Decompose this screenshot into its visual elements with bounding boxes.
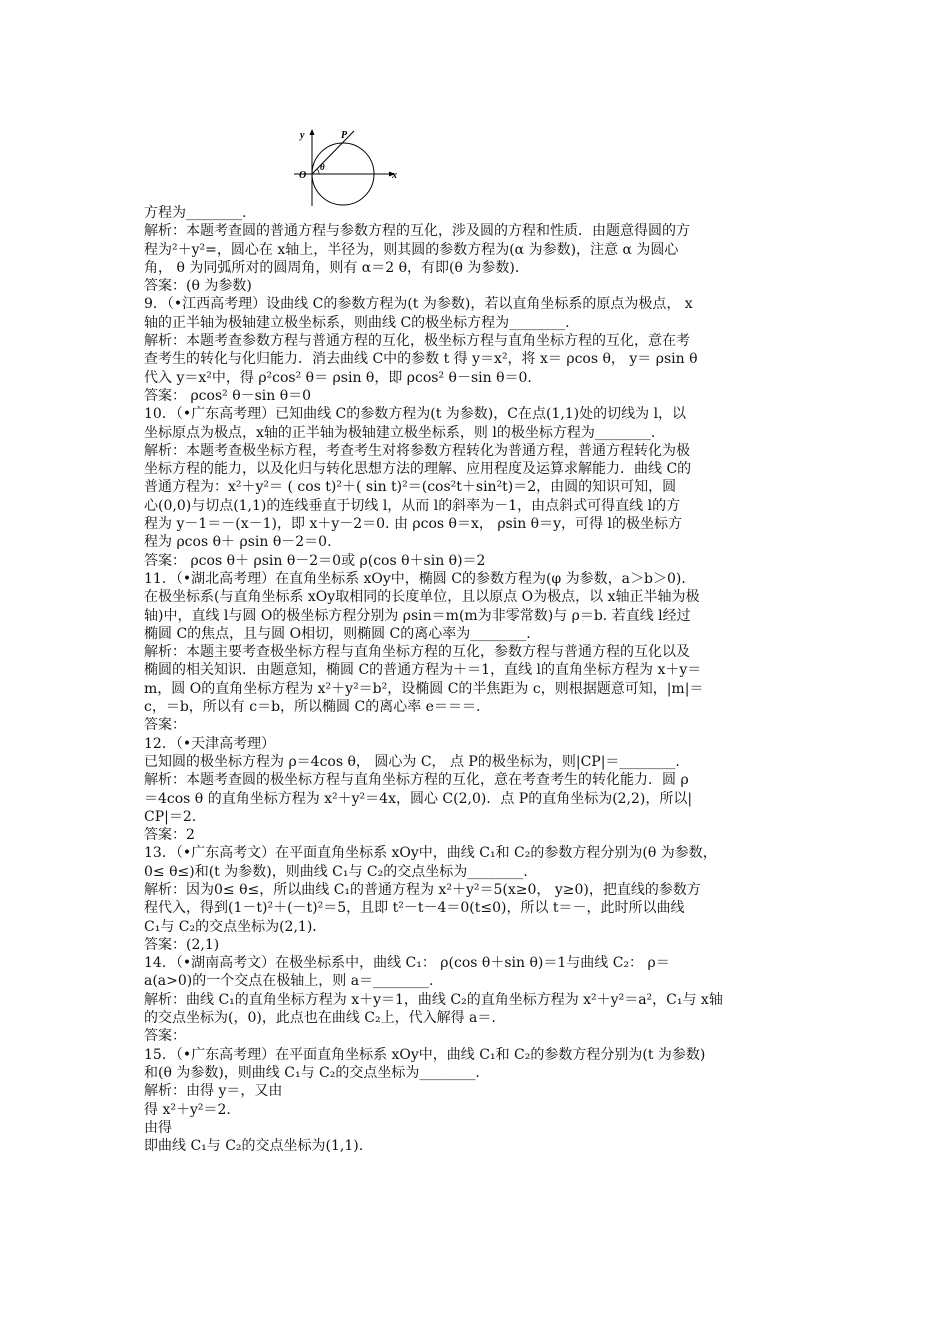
label-o: O (299, 170, 307, 181)
text-line: 得 x²＋y²＝2. (144, 1101, 231, 1118)
text-line: 答案：(θ 为参数) (144, 278, 252, 295)
text-line: 解析：曲线 C₁的直角坐标方程为 x＋y＝1，曲线 C₂的直角坐标方程为 x²＋y²＝a²，C₁与 x轴 (144, 991, 723, 1008)
text-line: 程为 ρcos θ＋ ρsin θ－2＝0. (144, 534, 332, 551)
text-line: 程为²＋y²=，圆心在 x轴上，半径为，则其圆的参数方程为(α 为参数)，注意 α 为圆心 (144, 241, 679, 258)
text-line: 解析：本题主要考查极坐标方程与直角坐标方程的互化，参数方程与普通方程的互化以及 (144, 644, 690, 661)
text-line: 答案：2 (144, 827, 195, 844)
text-line: a(a>0)的一个交点在极轴上，则 a＝________. (144, 973, 434, 990)
text-line: 坐标原点为极点，x轴的正半轴为极轴建立极坐标系，则 l的极坐标方程为________. (144, 424, 656, 441)
text-line: 解析：本题考查圆的极坐标方程与直角坐标方程的互化，意在考查考生的转化能力．圆 ρ (144, 772, 689, 789)
text-line: 答案： ρcos θ＋ ρsin θ－2＝0或 ρ(cos θ＋sin θ)＝2 (144, 552, 486, 569)
text-line: 解析：本题考查参数方程与普通方程的互化，极坐标方程与直角坐标方程的互化，意在考 (144, 333, 690, 350)
text-line: 0≤ θ≤)和(t 为参数)，则曲线 C₁与 C₂的交点坐标为________. (144, 863, 528, 880)
text-line: 由得 (144, 1119, 172, 1136)
text-line: 查考生的转化与化归能力．消去曲线 C中的参数 t 得 y＝x²，将 x＝ ρcos θ， y＝ ρsin θ (144, 351, 698, 368)
text-line: 解析：本题考查圆的普通方程与参数方程的互化，涉及圆的方程和性质．由题意得圆的方 (144, 223, 690, 240)
text-line: 轴的正半轴为极轴建立极坐标系，则曲线 C的极坐标方程为________. (144, 314, 570, 331)
text-line: 解析：由得 y＝，又由 (144, 1083, 283, 1100)
text-line: 代入 y＝x²中，得 ρ²cos² θ＝ ρsin θ，即 ρcos² θ－sin θ＝0. (144, 369, 532, 386)
text-line: 心(0,0)与切点(1,1)的连线垂直于切线 l，从而 l的斜率为－1，由点斜式可得直线 l的方 (144, 497, 681, 514)
text-line: 解析：因为0≤ θ≤，所以曲线 C₁的普通方程为 x²＋y²＝5(x≥0， y≥0)，把直线的参数方 (144, 881, 701, 898)
text-line: 答案： (144, 1028, 186, 1045)
text-line: 10．（•广东高考理）已知曲线 C的参数方程为(t 为参数)，C在点(1,1)处的切线为 l，以 (144, 406, 687, 423)
text-line: 轴)中，直线 l与圆 O的极坐标方程分别为 ρsin＝m(m为非零常数)与 ρ＝b. 若直线 l经过 (144, 607, 691, 624)
text-line: 角， θ 为同弧所对的圆周角，则有 α＝2 θ，有即(θ 为参数)． (144, 259, 529, 276)
text-line: 9．（•江西高考理）设曲线 C的参数方程为(t 为参数)，若以直角坐标系的原点为极点， x (144, 296, 693, 313)
text-line: 已知圆的极坐标方程为 ρ＝4cos θ， 圆心为 C， 点 P的极坐标为，则|CP|＝________. (144, 753, 680, 770)
text-line: 13．（•广东高考文）在平面直角坐标系 xOy中，曲线 C₁和 C₂的参数方程分别为(θ 为参数， (144, 845, 717, 862)
text-line: 答案：(2,1) (144, 936, 220, 953)
text-line: 即曲线 C₁与 C₂的交点坐标为(1,1). (144, 1138, 364, 1155)
label-x: x (392, 170, 397, 181)
text-line: m，圆 O的直角坐标方程为 x²＋y²＝b²，设椭圆 C的半焦距为 c，则根据题意可知，|m|＝ (144, 680, 704, 697)
angle-arc (317, 169, 319, 174)
label-p: P (341, 130, 348, 141)
text-line: 解析：本题考查极坐标方程，考查考生对将参数方程转化为普通方程，普通方程转化为极 (144, 442, 690, 459)
text-line: 方程为________. (144, 205, 247, 221)
label-theta: θ (320, 162, 325, 172)
text-line: 11．（•湖北高考理）在直角坐标系 xOy中，椭圆 C的参数方程为(φ 为参数，a＞b＞0)． (144, 570, 696, 587)
text-line: C₁与 C₂的交点坐标为(2,1)． (144, 918, 327, 935)
text-line: CP|＝2. (144, 808, 197, 825)
text-line: 14．（•湖南高考文）在极坐标系中，曲线 C₁： ρ(cos θ＋sin θ)＝1与曲线 C₂： ρ＝ (144, 955, 670, 972)
text-line: 椭圆 C的焦点，且与圆 O相切，则椭圆 C的离心率为________. (144, 625, 531, 642)
document-text (144, 204, 808, 1155)
y-axis-arrow (310, 129, 315, 135)
text-line: 15．（•广东高考理）在平面直角坐标系 xOy中，曲线 C₁和 C₂的参数方程分别为(t 为参数) (144, 1046, 706, 1063)
circle-diagram (288, 126, 406, 206)
text-line: 答案： (144, 717, 186, 734)
text-line: 程代入，得到(1－t)²＋(－t)²＝5，且即 t²－t－4＝0(t≤0)，所以 t＝－，此时所以曲线 (144, 900, 685, 917)
chord-op (312, 131, 354, 174)
text-line: 普通方程为：x²＋y²＝ ( cos t)²＋( sin t)²＝(cos²t＋sin²t)＝2，由圆的知识可知，圆 (144, 479, 677, 496)
text-line: ＝4cos θ 的直角坐标方程为 x²＋y²＝4x，圆心 C(2,0)．点 P的直角坐标为(2,2)，所以| (144, 790, 693, 807)
text-line: 在极坐标系(与直角坐标系 xOy取相同的长度单位，且以原点 O为极点，以 x轴正半轴为极 (144, 589, 700, 606)
text-line: 答案： ρcos² θ－sin θ＝0 (144, 387, 312, 404)
text-line: 的交点坐标为(，0)，此点也在曲线 C₂上，代入解得 a＝. (144, 1010, 496, 1027)
text-line: 椭圆的相关知识．由题意知，椭圆 C的普通方程为＋＝1，直线 l的直角坐标方程为 x＋y＝ (144, 662, 702, 679)
text-line: 和(θ 为参数)，则曲线 C₁与 C₂的交点坐标为________. (144, 1064, 480, 1081)
text-line: 12．（•天津高考理） (144, 735, 276, 752)
text-line: 程为 y－1＝－(x－1)，即 x＋y－2＝0. 由 ρcos θ＝x， ρsin θ＝y，可得 l的极坐标方 (144, 516, 682, 533)
text-line: 坐标方程的能力，以及化归与转化思想方法的理解、应用程度及运算求解能力．曲线 C的 (144, 461, 692, 478)
label-y: y (300, 130, 305, 141)
text-line: c，＝b，所以有 c＝b，所以椭圆 C的离心率 e＝＝＝. (144, 699, 481, 716)
